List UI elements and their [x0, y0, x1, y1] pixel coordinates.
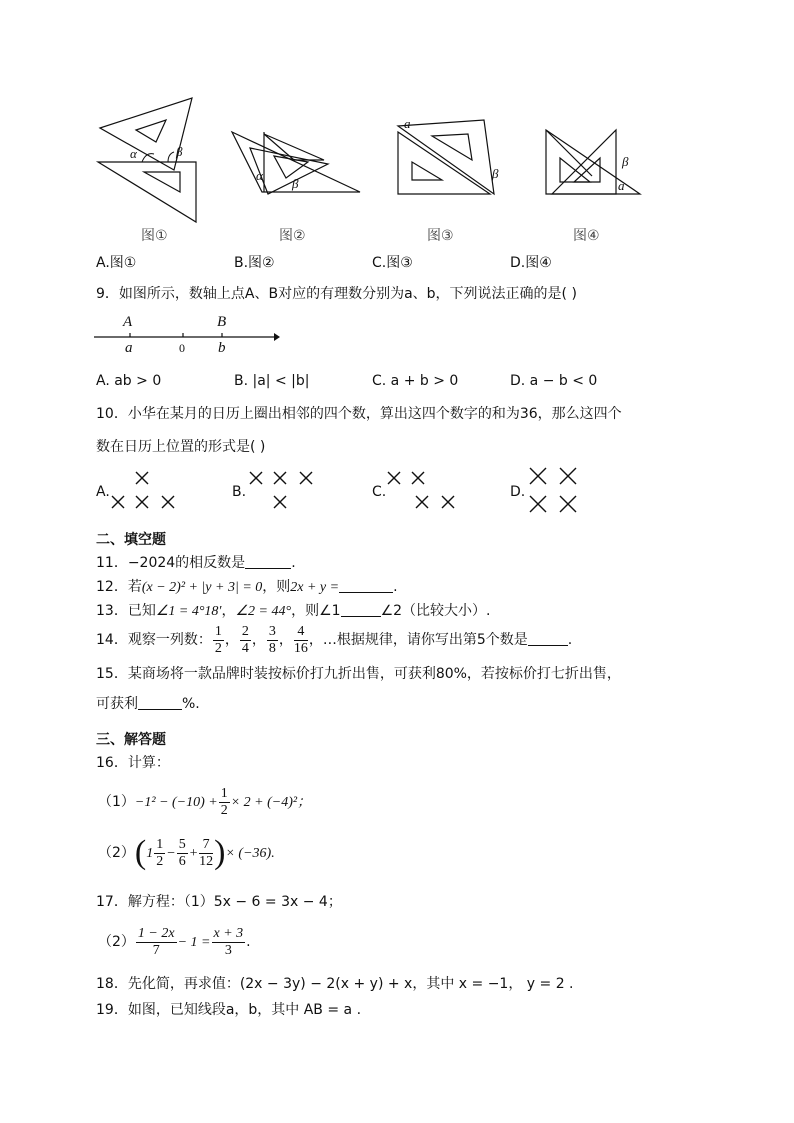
q12-end: .	[393, 579, 398, 595]
q12-then: ，则	[262, 579, 291, 595]
q10-option-a[interactable]: A.	[96, 484, 110, 500]
q16-part2: （2）(1 $\frac{1}{2}$ − $\frac{5}{6}$ + $\frac{7}{12}$ )× (−36).	[98, 834, 275, 871]
q17-part2-label: （2）	[98, 934, 135, 950]
q14-line: 14．观察一列数： $\frac{1}{2}$ ， $\frac{2}{4}$ ， $\frac{3}{8}$ ， $\frac{4}{16}$ ，…根据规律，请你写出第5个数是 .	[96, 623, 573, 656]
q14-rule: ，…根据规律，请你写出第5个数是	[308, 632, 528, 648]
q14-frac-3: $\frac{3}{8}$	[268, 623, 276, 656]
number-line	[94, 330, 280, 344]
q19-text: 19．如图，已知线段a，b，其中 AB = a .	[96, 1002, 362, 1018]
q13-angle1: ∠1 = 4°18′	[155, 604, 222, 619]
q15-text: 可获利	[96, 696, 138, 712]
q16-part2-frac2: $\frac{5}{6}$	[178, 836, 186, 869]
q10-option-b[interactable]: B.	[232, 484, 247, 500]
q15-end: %.	[182, 696, 200, 712]
q16-part2-whole: 1	[146, 846, 154, 861]
figure-4-triangles	[540, 124, 650, 198]
value-b-label: b	[218, 340, 226, 356]
figure-caption-1: 图①	[141, 228, 168, 244]
q10-pattern-c	[384, 470, 460, 514]
q17-mid: − 1 =	[177, 935, 211, 950]
figure-caption-4: 图④	[573, 228, 600, 244]
section-fill-in-title: 二、填空题	[96, 532, 166, 548]
origin-label: 0	[179, 341, 185, 355]
q16-part2-frac1: $\frac{1}{2}$	[156, 836, 164, 869]
q14-frac-1: $\frac{1}{2}$	[214, 623, 222, 656]
q10-option-c[interactable]: C.	[372, 484, 387, 500]
q16-part2-label: （2）	[98, 845, 135, 861]
point-a-label: A	[123, 314, 133, 330]
q8-option-a[interactable]: A.图①	[96, 255, 137, 271]
q14-frac-4: $\frac{4}{16}$	[293, 623, 308, 656]
q12-line	[96, 577, 398, 598]
q14-text: 14．观察一列数：	[96, 632, 212, 648]
q13-line	[96, 601, 491, 622]
value-a-label: a	[125, 340, 133, 356]
q15-line2	[96, 694, 200, 714]
beta-label-fig4: β	[622, 154, 629, 169]
q16-part1-expr-b: × 2 + (−4)²；	[230, 795, 312, 810]
q16-part2-plus: +	[188, 846, 199, 861]
q17-frac-left: $\frac{1 - 2x}{7}$	[137, 925, 175, 958]
a-label-fig3: a	[404, 116, 411, 131]
q10-stem-line1: 10．小华在某月的日历上圈出相邻的四个数，算出这四个数字的和为36，那么这四个	[96, 406, 622, 422]
q17-part2	[98, 924, 251, 961]
alpha-label-fig1: α	[130, 146, 137, 161]
q9-option-b[interactable]: B. |a| < |b|	[234, 373, 310, 389]
q12-text: 12．若	[96, 579, 142, 595]
q12-target: 2x + y =	[290, 580, 340, 595]
q9-option-c[interactable]: C. a + b > 0	[372, 373, 459, 389]
q16-part1-label: （1）	[98, 794, 135, 810]
q9-option-d[interactable]: D. a − b < 0	[510, 373, 598, 389]
q9-option-a[interactable]: A. ab > 0	[96, 373, 162, 389]
q10-pattern-a	[108, 470, 178, 514]
q14-frac-2: $\frac{2}{4}$	[241, 623, 249, 656]
figure-1-triangles	[92, 92, 202, 227]
q11-line	[96, 553, 296, 573]
q13-sep: ，	[221, 603, 236, 619]
q16-part1-frac: $\frac{1}{2}$	[220, 785, 228, 818]
q13-answer-blank[interactable]	[341, 602, 381, 617]
q18-text: 18．先化简，再求值：(2x − 3y) − 2(x + y) + x，其中 x = −1， y = 2 .	[96, 976, 574, 992]
q16-title: 16．计算：	[96, 755, 170, 771]
section-answer-title: 三、解答题	[96, 732, 166, 748]
q14-answer-blank[interactable]	[528, 631, 568, 646]
q17-end: .	[246, 934, 251, 950]
q13-angle2: ∠2 = 44°	[235, 604, 292, 619]
q11-text: 11．−2024的相反数是	[96, 555, 246, 571]
q17-line1: 17．解方程：（1）5x − 6 = 3x − 4；	[96, 894, 342, 910]
figure-caption-3: 图③	[427, 228, 454, 244]
q8-option-c[interactable]: C.图③	[372, 255, 413, 271]
q16-part2-minus: −	[166, 846, 176, 861]
a-label-fig4: a	[618, 178, 625, 193]
q15-line1: 15．某商场将一款品牌时装按标价打九折出售，可获利80%，若按标价打七折出售，	[96, 666, 621, 682]
q11-end: .	[291, 555, 296, 571]
q13-text: 13．已知	[96, 603, 156, 619]
q12-condition: (x − 2)² + |y + 3| = 0	[141, 580, 263, 595]
q9-stem: 9．如图所示，数轴上点A、B对应的有理数分别为a、b，下列说法正确的是( )	[96, 286, 577, 302]
q14-end: .	[567, 632, 573, 648]
q16-part2-frac3: $\frac{7}{12}$	[199, 836, 214, 869]
q13-end: ∠2（比较大小）.	[380, 603, 491, 619]
beta-label-fig3: β	[492, 166, 499, 181]
q16-part1-expr-a: −1² − (−10) +	[134, 795, 218, 810]
q8-option-b[interactable]: B.图②	[234, 255, 275, 271]
beta-label-fig2: β	[292, 176, 299, 191]
figure-caption-2: 图②	[279, 228, 306, 244]
q17-frac-right: $\frac{x + 3}{3}$	[213, 925, 244, 958]
q8-option-d[interactable]: D.图④	[510, 255, 552, 271]
q12-answer-blank[interactable]	[339, 578, 393, 593]
q16-part2-tail: × (−36).	[225, 846, 275, 861]
q10-pattern-d	[526, 464, 584, 518]
q10-option-d[interactable]: D.	[510, 484, 526, 500]
q11-answer-blank[interactable]	[245, 554, 291, 569]
q15-answer-blank[interactable]	[138, 695, 182, 710]
beta-label-fig1: β	[176, 144, 183, 159]
q10-stem-line2: 数在日历上位置的形式是( )	[96, 439, 266, 455]
q10-pattern-b	[246, 470, 318, 514]
q13-then: ，则∠1	[291, 603, 341, 619]
q16-part1	[98, 784, 311, 821]
alpha-label-fig2: α	[256, 168, 263, 183]
point-b-label: B	[217, 314, 227, 330]
